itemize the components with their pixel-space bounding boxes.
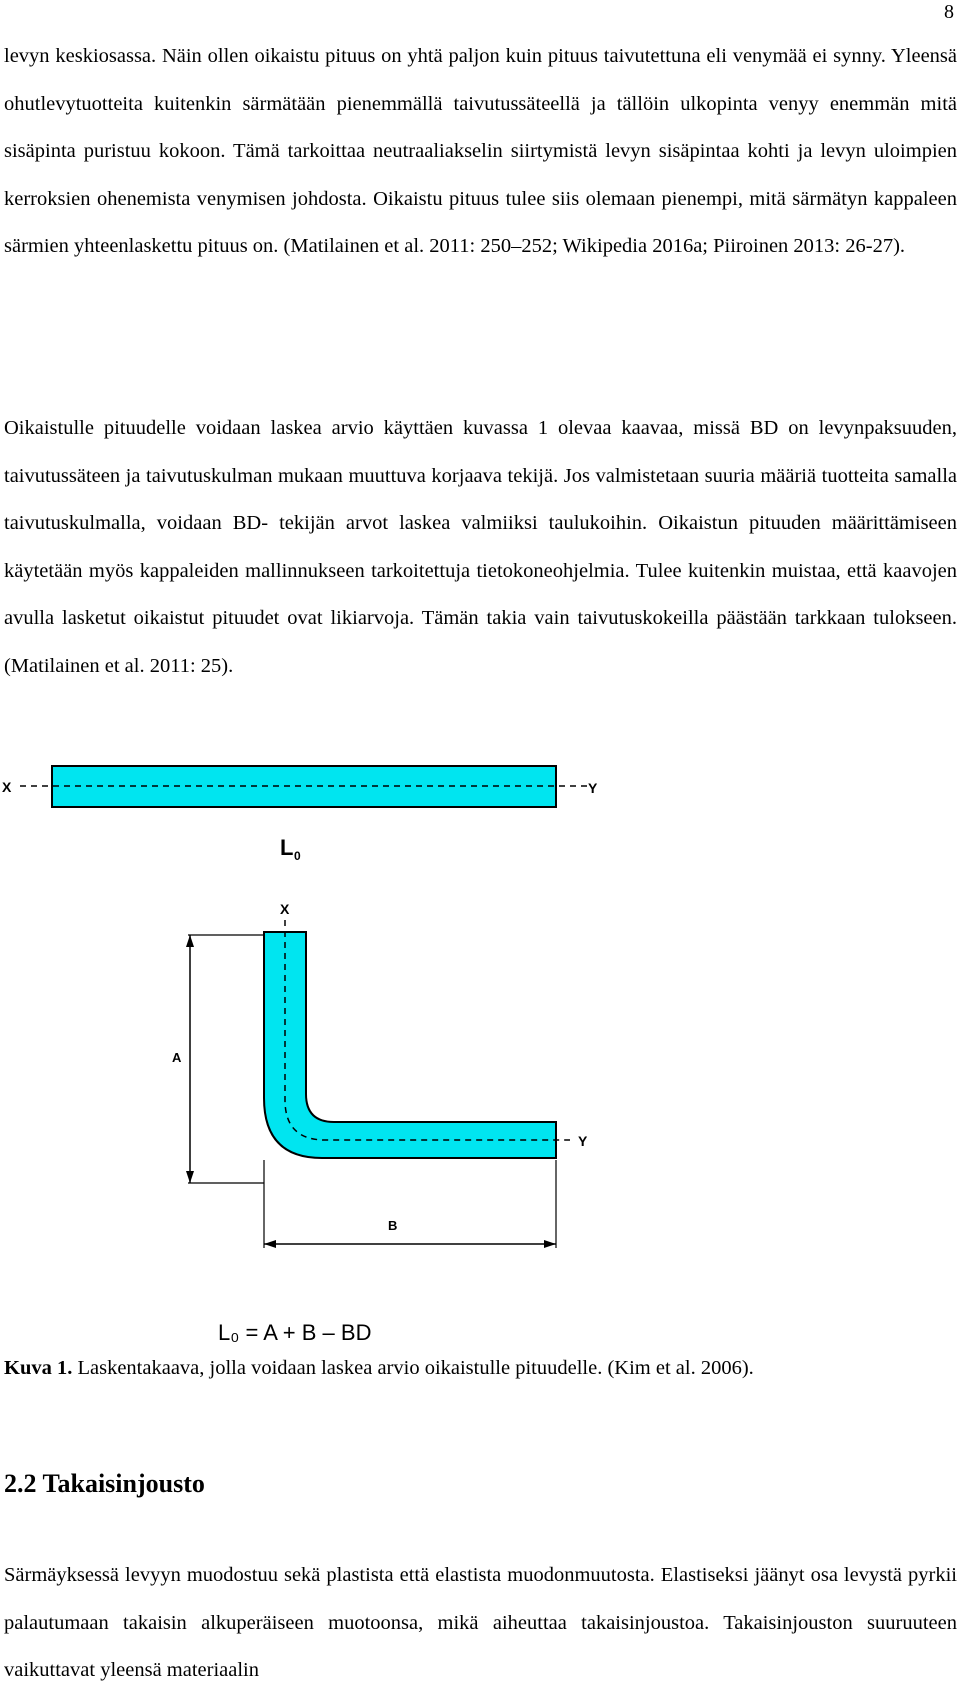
- paragraph-3: Särmäyksessä levyyn muodostuu sekä plastista että elastista muodonmuutosta. Elastiseksi jäänyt osa levystä pyrkii palautumaan takaisin alkuperäiseen muotoonsa, mikä aiheuttaa takaisinjoustoa. Takaisinjouston suuruuteen vaikuttavat yleensä materiaalin: [4, 1564, 957, 1682]
- label-l0: L: [280, 835, 294, 860]
- flat-plate: [52, 766, 556, 807]
- label-y-bent: Y: [578, 1133, 588, 1149]
- dim-b-arrow-right: [544, 1240, 556, 1248]
- paragraph-2: Oikaistulle pituudelle voidaan laskea arvio käyttäen kuvassa 1 olevaa kaavaa, missä BD on levynpaksuuden, taivutussäteen ja taivutuskulman mukaan muuttuva korjaava tekijä. Jos valmistetaan suuria määriä tuotteita samalla taivutuskulmalla, voidaan BD- tekijän arvot laskea valmiiksi taulukoihin. Oikaistun pituuden määrittämiseen käytetään myös kappaleiden mallinnukseen tarkoitettuja tietokoneohjelmia. Tulee kuitenkin muistaa, että kaavojen avulla lasketut oikaistut pituudet ovat likiarvoja. Tämän takia vain taivutuskokeilla päästään tarkkaan tulokseen. (Matilainen et al. 2011: 25).: [4, 417, 957, 677]
- formula: L₀ = A + B – BD: [218, 1320, 372, 1345]
- page-number: 8: [944, 1, 954, 23]
- section-heading: 2.2 Takaisinjousto: [4, 1469, 205, 1498]
- label-b: B: [388, 1218, 398, 1233]
- label-x-top: X: [2, 779, 12, 795]
- dim-a-arrow-bottom: [186, 1171, 194, 1183]
- label-x-bent: X: [280, 901, 290, 917]
- label-l0-sub: 0: [294, 849, 301, 863]
- dim-b-arrow-left: [264, 1240, 276, 1248]
- bend-diagram: [0, 760, 600, 1350]
- caption-text: Laskentakaava, jolla voidaan laskea arvio oikaistulle pituudelle. (Kim et al. 2006).: [72, 1357, 754, 1379]
- bent-plate: [264, 932, 556, 1158]
- paragraph-1: levyn keskiosassa. Näin ollen oikaistu pituus on yhtä paljon kuin pituus taivutettuna eli venymää ei synny. Yleensä ohutlevytuotteita kuitenkin särmätään pienemmällä taivutussäteellä ja tällöin ulkopinta venyy enemmän mitä sisäpinta puristuu kokoon. Tämä tarkoittaa neutraaliakselin siirtymistä levyn sisäpintaa kohti ja levyn uloimpien kerroksien ohenemista venymisen johdosta. Oikaistu pituus tulee siis olemaan pienempi, mitä särmätyn kappaleen särmien yhteenlaskettu pituus on. (Matilainen et al. 2011: 250–252; Wikipedia 2016a; Piiroinen 2013: 26-27).: [4, 45, 957, 258]
- figure-caption: [4, 1353, 957, 1383]
- neutral-axis-bent: [285, 920, 570, 1140]
- label-y-top: Y: [588, 780, 598, 796]
- caption-label: Kuva 1.: [4, 1357, 73, 1379]
- label-a: A: [172, 1050, 182, 1065]
- dim-a-arrow-top: [186, 935, 194, 947]
- bend-length-figure: [0, 760, 600, 1350]
